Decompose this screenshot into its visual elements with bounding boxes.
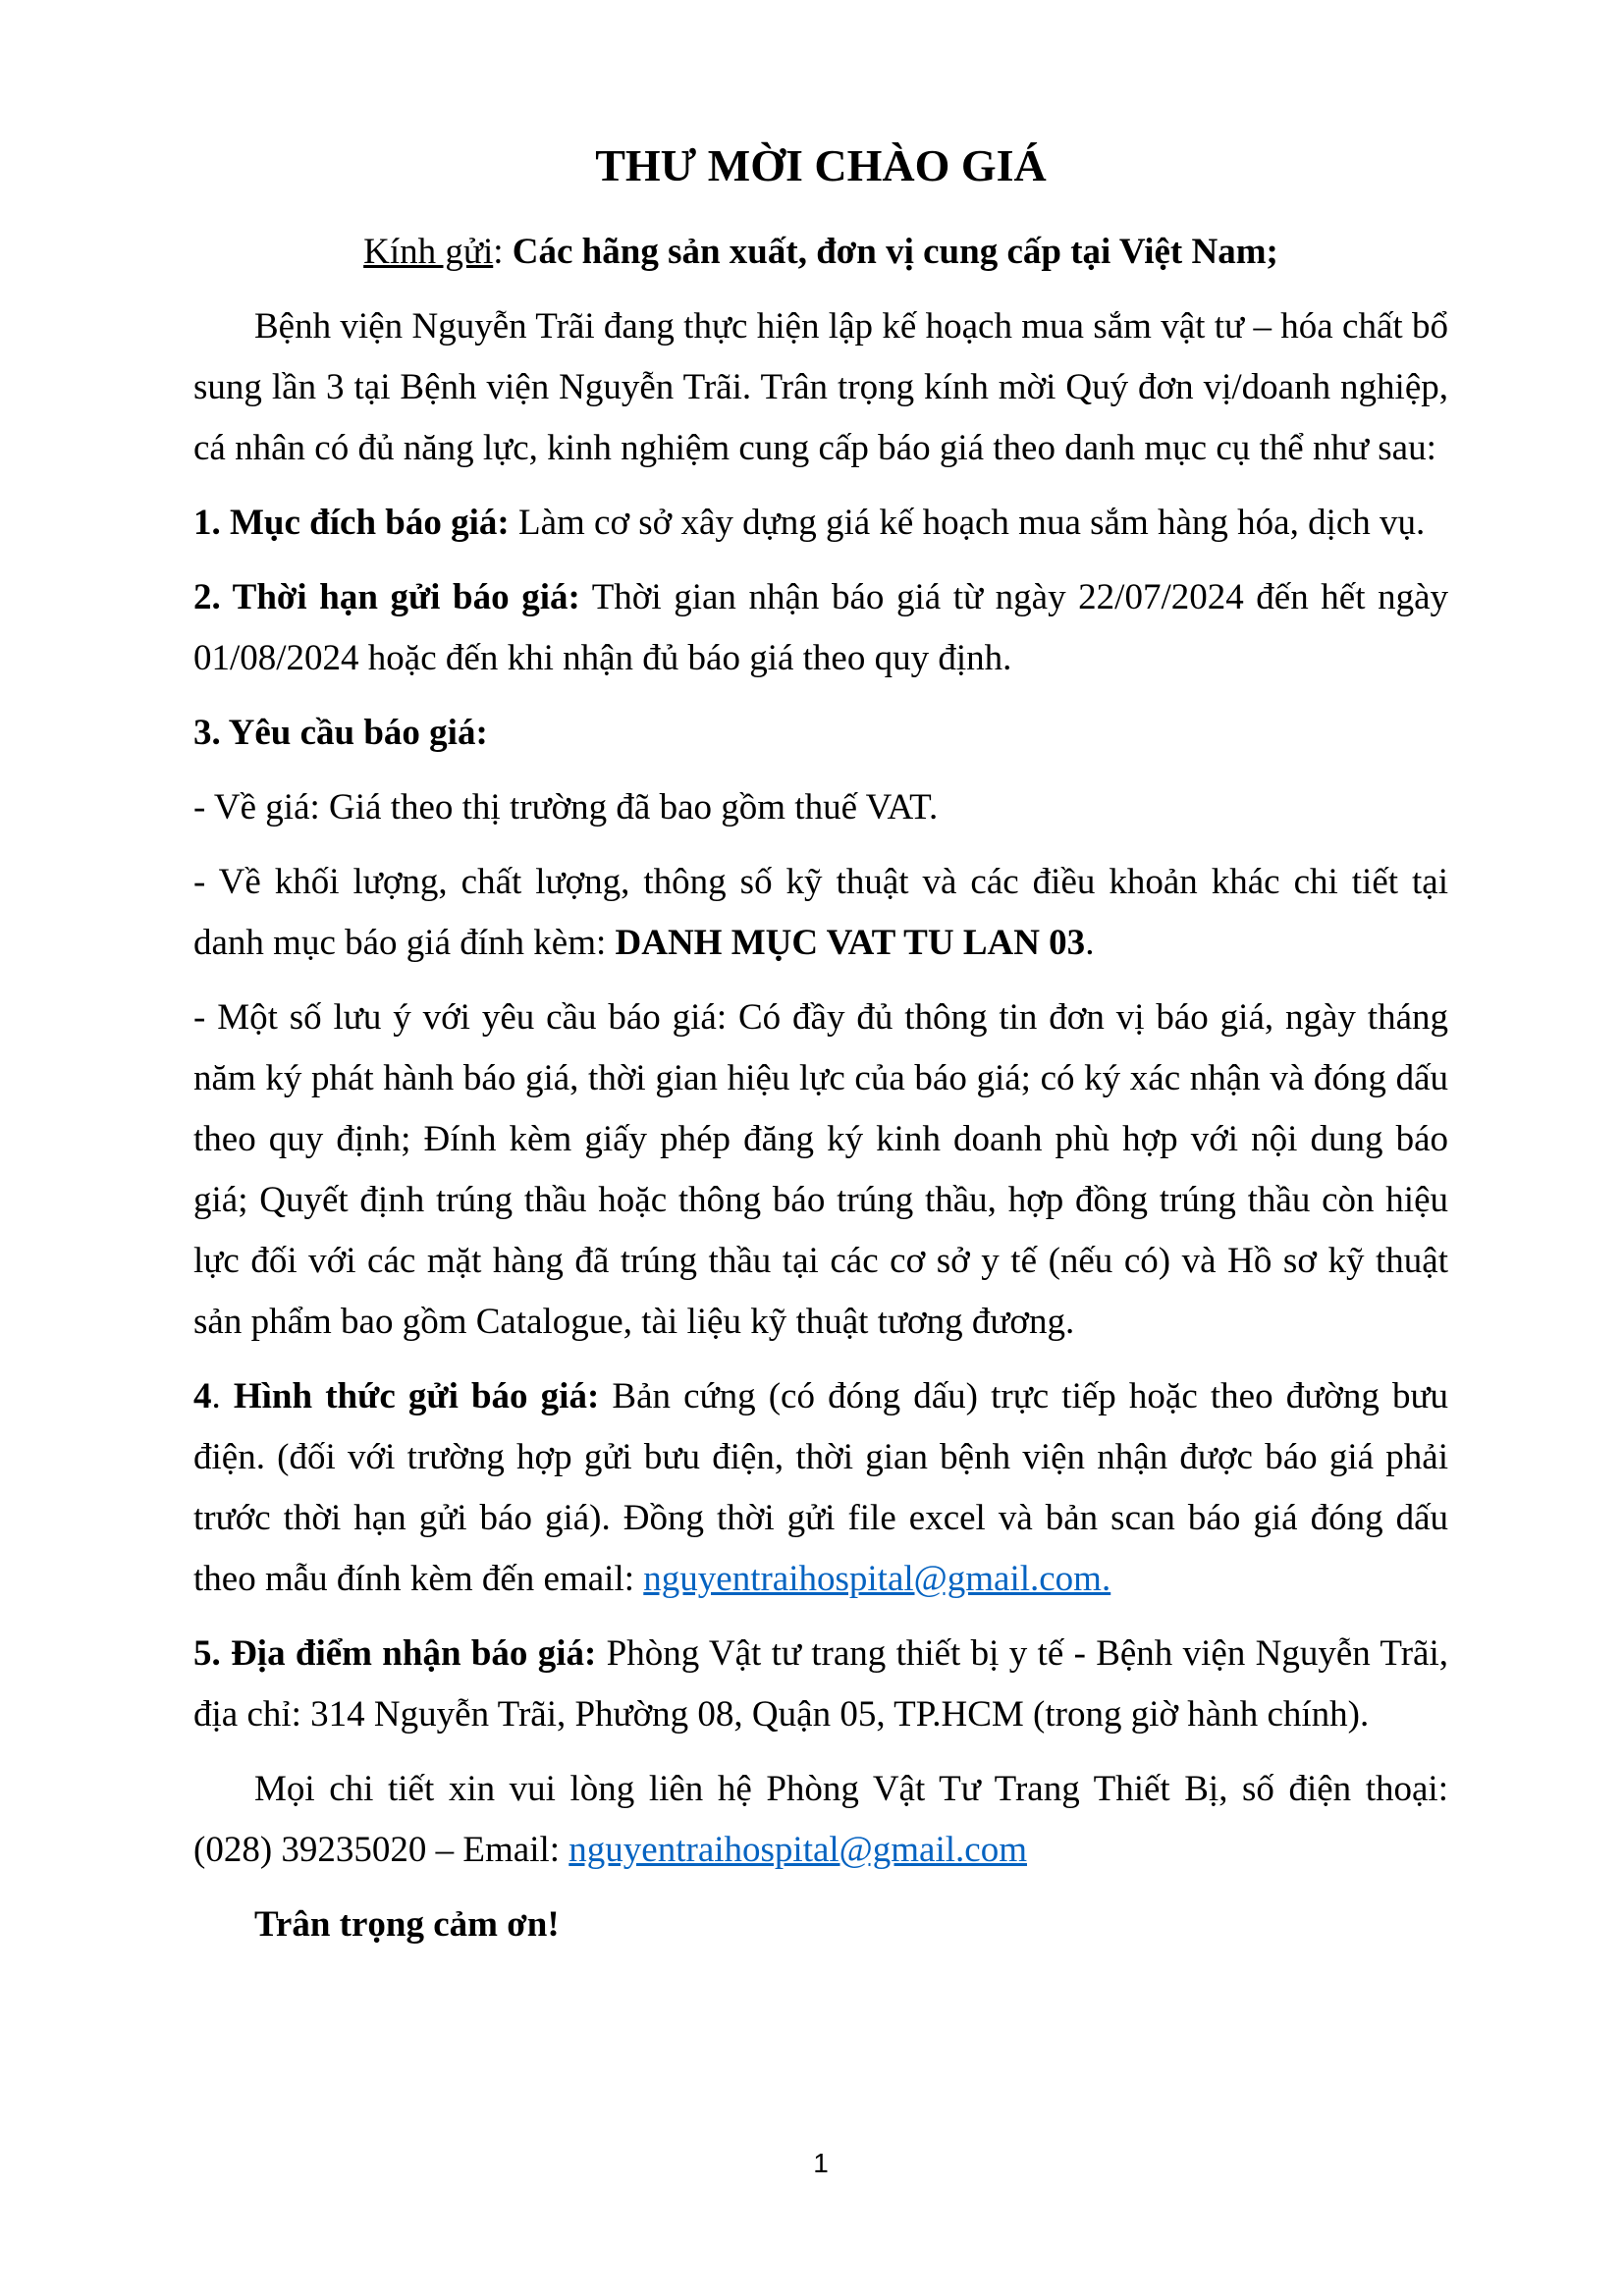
text-run: Hình thức gửi báo giá: — [233, 1375, 600, 1416]
text-run: 1. — [193, 502, 230, 543]
text-run: Mọi chi tiết xin vui lòng liên hệ Phòng Vật Tư Trang Thiết Bị, số điện thoại: (028) 39235020 – Email: — [193, 1768, 1448, 1870]
text-run: : — [493, 231, 513, 272]
section-3-requirements-heading — [193, 703, 1448, 764]
email-link[interactable]: nguyentraihospital@gmail.com. — [643, 1558, 1111, 1599]
text-run: - Về khối lượng, chất lượng, thông số kỹ thuật và các điều khoản khác chi tiết tại danh mục báo giá đính kèm: — [193, 861, 1448, 963]
requirement-notes — [193, 988, 1448, 1353]
text-run: 3. Yêu cầu báo giá: — [193, 712, 488, 753]
section-5-location — [193, 1624, 1448, 1745]
requirement-price — [193, 777, 1448, 838]
closing-thanks — [193, 1895, 1448, 1955]
document-title: THƯ MỜI CHÀO GIÁ — [595, 140, 1047, 190]
section-1-purpose — [193, 493, 1448, 554]
text-run: 2. Thời hạn gửi báo giá: — [193, 576, 580, 617]
text-run: 4 — [193, 1375, 212, 1416]
text-run: Thời gian nhận báo giá từ ngày 22/07/2024 đến hết ngày 01/08/2024 hoặc đến khi nhận đủ báo giá theo quy định. — [193, 576, 1448, 678]
text-run: Làm cơ sở xây dựng giá kế hoạch mua sắm hàng hóa, dịch vụ. — [509, 502, 1426, 543]
text-run: Các hãng sản xuất, đơn vị cung cấp tại Việt Nam; — [512, 231, 1278, 272]
text-run: Bệnh viện Nguyễn Trãi đang thực hiện lập kế hoạch mua sắm vật tư – hóa chất bổ sung lần 3 tại Bệnh viện Nguyễn Trãi. Trân trọng kính mời Quý đơn vị/doanh nghiệp, cá nhân có đủ năng lực, kinh nghiệm cung cấp báo giá theo danh mục cụ thể như sau: — [193, 305, 1448, 468]
page-number: 1 — [813, 2148, 829, 2178]
text-run: - Một số lưu ý với yêu cầu báo giá: Có đầy đủ thông tin đơn vị báo giá, ngày tháng năm ký phát hành báo giá, thời gian hiệu lực của báo giá; có ký xác nhận và đóng dấu theo quy định; Đính kèm giấy phép đăng ký kinh doanh phù hợp với nội dung báo giá; Quyết định trúng thầu hoặc thông báo trúng thầu, hợp đồng trúng thầu còn hiệu lực đối với các mặt hàng đã trúng thầu tại các cơ sở y tế (nếu có) và Hồ sơ kỹ thuật sản phẩm bao gồm Catalogue, tài liệu kỹ thuật tương đương. — [193, 996, 1448, 1342]
contact-paragraph — [193, 1759, 1448, 1881]
text-run: 5. Địa điểm nhận báo giá: — [193, 1632, 597, 1674]
text-run: Mục đích báo giá: — [230, 502, 510, 543]
text-run: Trân trọng cảm ơn! — [254, 1903, 560, 1945]
text-run: . — [211, 1375, 234, 1416]
section-2-deadline — [193, 567, 1448, 689]
text-run: Kính gửi — [363, 231, 494, 272]
section-4-delivery-method — [193, 1366, 1448, 1610]
text-run: . — [1085, 922, 1095, 963]
text-run: Phòng Vật tư trang thiết bị y tế - Bệnh viện Nguyễn Trãi, địa chỉ: 314 Nguyễn Trãi, Phường 08, Quận 05, TP.HCM (trong giờ hành chính). — [193, 1632, 1448, 1735]
document-body — [193, 137, 1448, 1969]
text-run: - Về giá: Giá theo thị trường đã bao gồm thuế VAT. — [193, 786, 939, 828]
text-run: DANH MỤC VAT TU LAN 03 — [615, 922, 1086, 963]
requirement-specs — [193, 852, 1448, 974]
paragraph-container — [193, 222, 1448, 1955]
salutation-line — [193, 222, 1448, 283]
email-link[interactable]: nguyentraihospital@gmail.com — [568, 1829, 1027, 1870]
text-run: Bản cứng (có đóng dấu) trực tiếp hoặc theo đường bưu điện. (đối với trường hợp gửi bưu điện, thời gian bệnh viện nhận được báo giá phải trước thời hạn gửi báo giá). Đồng thời gửi file excel và bản scan báo giá đóng dấu theo mẫu đính kèm đến email: — [193, 1375, 1448, 1599]
intro-paragraph — [193, 296, 1448, 479]
